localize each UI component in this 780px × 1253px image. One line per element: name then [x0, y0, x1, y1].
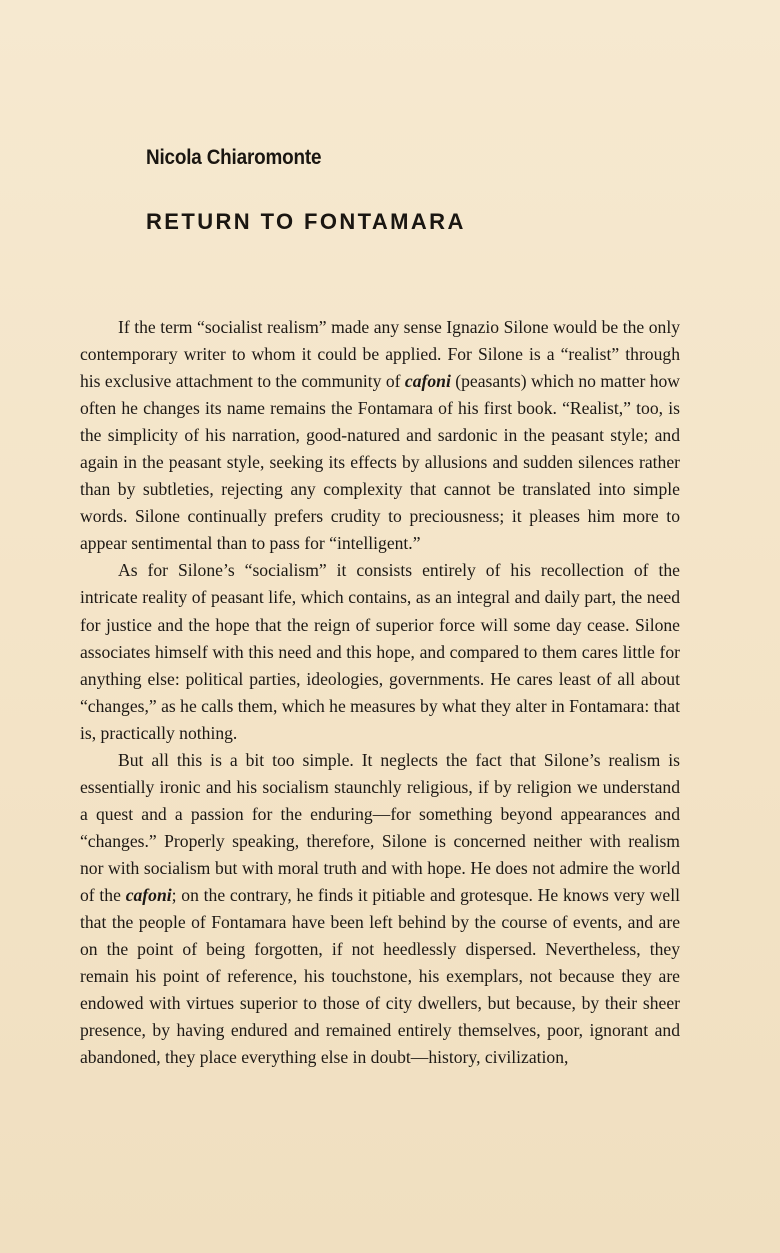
- author-name: Nicola Chiaromonte: [146, 146, 322, 169]
- paragraph-1-text-a: If the term “socialist realism” made any sense Ignazio Silone would be the only contemporary writer to whom it could be applied. For Silone is a “realist” through his exclusive attachment to the community of: [80, 317, 680, 392]
- italic-term-cafoni: cafoni: [125, 884, 172, 905]
- paragraph-3-text-b: ; on the contrary, he finds it pitiable and grotesque. He knows very well that the people of Fontamara have been left behind by the course of events, and are on the point of being forgotten, if not heedlessly dispersed. Nevertheless, they remain his point of reference, his touchstone, his exemplars, not because they are endowed with virtues superior to those of city dwellers, but because, by their sheer presence, by having endured and remained entirely themselves, poor, ignorant and abandoned, they place everything else in doubt—history, civilization,: [80, 884, 680, 1068]
- paragraph-3: [80, 747, 680, 1072]
- paragraph-2-text: As for Silone’s “socialism” it consists entirely of his recollection of the intricate reality of peasant life, which contains, as an integral and daily part, the need for justice and the hope that the reign of superior force will some day cease. Silone associates himself with this need and this hope, and compared to them cares little for anything else: political parties, ideologies, governments. He cares least of all about “changes,” as he calls them, which he measures by what they alter in Fontamara: that is, practically nothing.: [80, 560, 680, 743]
- paragraph-1: [80, 314, 680, 557]
- article-title: RETURN TO FONTAMARA: [146, 209, 466, 234]
- paragraph-2: [80, 557, 680, 746]
- article-body: [80, 314, 680, 1071]
- paragraph-1-text-b: (peasants) which no matter how often he changes its name remains the Fontamara of his first book. “Realist,” too, is the simplicity of his narration, good-natured and sardonic in the peasant style; and again in the peasant style, seeking its effects by allusions and sudden silences rather than by subtleties, rejecting any complexity that cannot be translated into simple words. Silone continually prefers crudity to preciousness; it pleases him more to appear sentimental than to pass for “intelligent.”: [80, 371, 680, 554]
- paragraph-3-text-a: But all this is a bit too simple. It neglects the fact that Silone’s realism is essentially ironic and his socialism staunchly religious, if by religion we understand a quest and a passion for the enduring—for something beyond appearances and “changes.” Properly speaking, therefore, Silone is concerned neither with realism nor with socialism but with moral truth and with hope. He does not admire the world of the: [80, 749, 680, 905]
- italic-term-cafoni: cafoni: [404, 371, 451, 392]
